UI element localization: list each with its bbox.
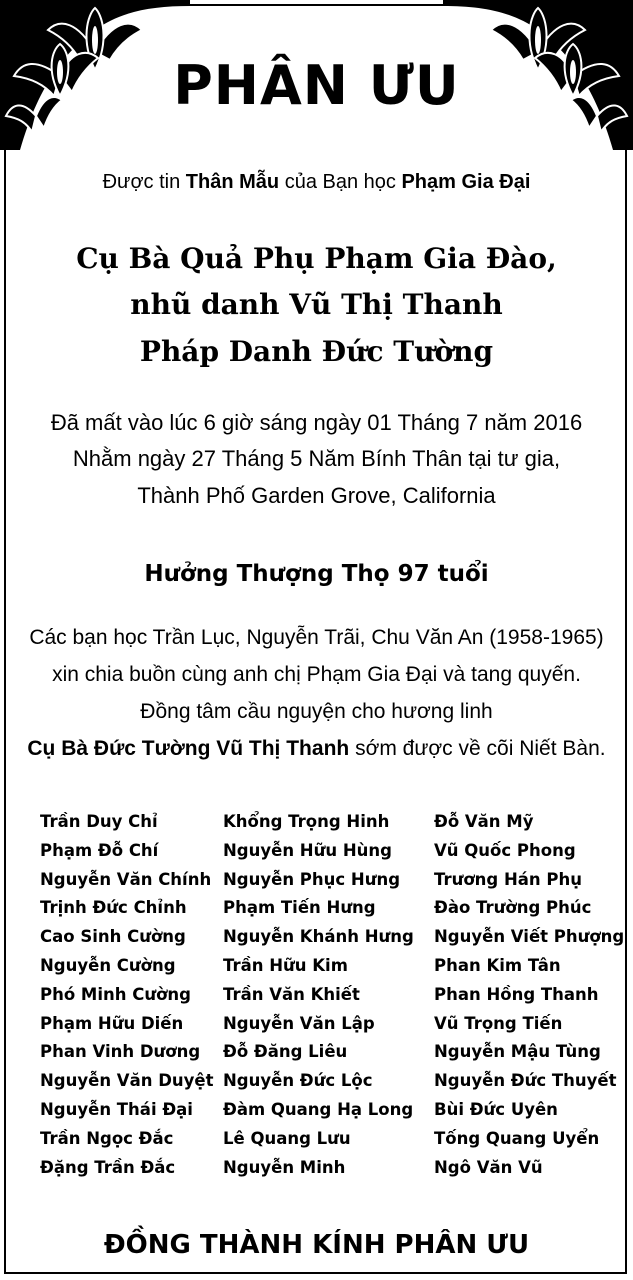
signer-name: Đàm Quang Hạ Long xyxy=(223,1099,414,1119)
deceased-name-line-2: nhũ danh Vũ Thị Thanh xyxy=(130,288,503,321)
deceased-name-line-1: Cụ Bà Quả Phụ Phạm Gia Đào, xyxy=(76,242,557,275)
signer-name: Nguyễn Phục Hưng xyxy=(223,869,401,889)
intro-middle: của Bạn học xyxy=(279,171,402,193)
signer-name: Ngô Văn Vũ xyxy=(434,1157,543,1177)
signer-name: Nguyễn Mậu Tùng xyxy=(434,1042,601,1062)
signer-name: Đỗ Văn Mỹ xyxy=(434,812,534,831)
signer-name: Nguyễn Cường xyxy=(40,955,176,975)
intro-prefix: Được tin xyxy=(102,171,186,193)
signer-name: Phạm Hữu Diến xyxy=(40,1013,184,1033)
signer-name: Nguyễn Thái Đại xyxy=(40,1099,193,1119)
signer-name: Khổng Trọng Hinh xyxy=(223,812,390,831)
death-line-2: Nhằm ngày 27 Tháng 5 Năm Bính Thân tại tư gia, xyxy=(72,446,561,471)
signer-name: Trịnh Đức Chỉnh xyxy=(40,898,187,918)
signer-name: Trần Văn Khiết xyxy=(223,984,360,1004)
closing-line: ĐỒNG THÀNH KÍNH PHÂN ƯU xyxy=(103,1230,530,1260)
signer-name: Trương Hán Phụ xyxy=(434,869,582,889)
deceased-name-line-3: Pháp Danh Đức Tường xyxy=(139,335,494,368)
signer-name: Trần Hữu Kim xyxy=(223,955,348,975)
signer-name: Phạm Tiến Hưng xyxy=(223,898,376,918)
signer-name: Nguyễn Khánh Hưng xyxy=(223,927,414,947)
signer-name: Nguyễn Viết Phượng xyxy=(434,927,625,947)
message-line-4-bold: Cụ Bà Đức Tường Vũ Thị Thanh xyxy=(27,737,350,760)
death-line-1: Đã mất vào lúc 6 giờ sáng ngày 01 Tháng 7 năm 2016 xyxy=(50,410,583,435)
signer-name: Đặng Trần Đắc xyxy=(40,1157,176,1177)
message-line-1: Các bạn học Trần Lục, Nguyễn Trãi, Chu Văn An (1958-1965) xyxy=(29,626,604,649)
signer-name: Nguyễn Hữu Hùng xyxy=(223,840,392,860)
signer-name: Nguyễn Văn Duyệt xyxy=(40,1071,214,1091)
signer-name: Nguyễn Đức Lộc xyxy=(223,1071,373,1091)
signer-name: Phan Vinh Dương xyxy=(40,1042,201,1062)
signer-name: Nguyễn Minh xyxy=(223,1157,346,1177)
signer-name: Phạm Đỗ Chí xyxy=(40,840,159,860)
message-line-3: Đồng tâm cầu nguyện cho hương linh xyxy=(140,700,493,723)
signers-column-3 xyxy=(434,808,624,1182)
death-line-3: Thành Phố Garden Grove, California xyxy=(137,483,496,508)
message-line-2: xin chia buồn cùng anh chị Phạm Gia Đại và tang quyến. xyxy=(52,663,581,686)
message-line-4-rest: sớm được về cõi Niết Bàn. xyxy=(349,737,606,760)
notice-title: PHÂN ƯU xyxy=(173,54,460,117)
signer-name: Vũ Trọng Tiến xyxy=(434,1013,563,1033)
signer-name: Lê Quang Lưu xyxy=(223,1128,351,1148)
signer-name: Nguyễn Văn Chính xyxy=(40,869,212,889)
age-line: Hưởng Thượng Thọ 97 tuổi xyxy=(144,561,489,587)
intro-relation: Thân Mẫu xyxy=(185,171,280,193)
signer-name: Bùi Đức Uyên xyxy=(434,1099,558,1119)
signer-name: Tống Quang Uyển xyxy=(434,1128,600,1148)
signer-name: Nguyễn Văn Lập xyxy=(223,1013,375,1033)
signer-name: Phan Kim Tân xyxy=(434,955,561,975)
signer-name: Cao Sinh Cường xyxy=(40,927,186,947)
signer-name: Trần Ngọc Đắc xyxy=(40,1128,174,1148)
signer-name: Đào Trường Phúc xyxy=(434,898,592,918)
intro-line xyxy=(0,171,633,194)
signer-name: Phó Minh Cường xyxy=(40,984,191,1004)
signers-column-2 xyxy=(223,808,414,1182)
signers-column-1 xyxy=(40,808,213,1182)
signer-name: Trần Duy Chỉ xyxy=(40,812,158,831)
signer-name: Nguyễn Đức Thuyết xyxy=(434,1071,617,1091)
intro-son: Phạm Gia Đại xyxy=(401,171,531,193)
message-line-4 xyxy=(0,737,633,761)
signer-name: Phan Hồng Thanh xyxy=(434,984,599,1004)
signer-name: Vũ Quốc Phong xyxy=(434,840,576,860)
signer-name: Đỗ Đăng Liêu xyxy=(223,1042,348,1062)
